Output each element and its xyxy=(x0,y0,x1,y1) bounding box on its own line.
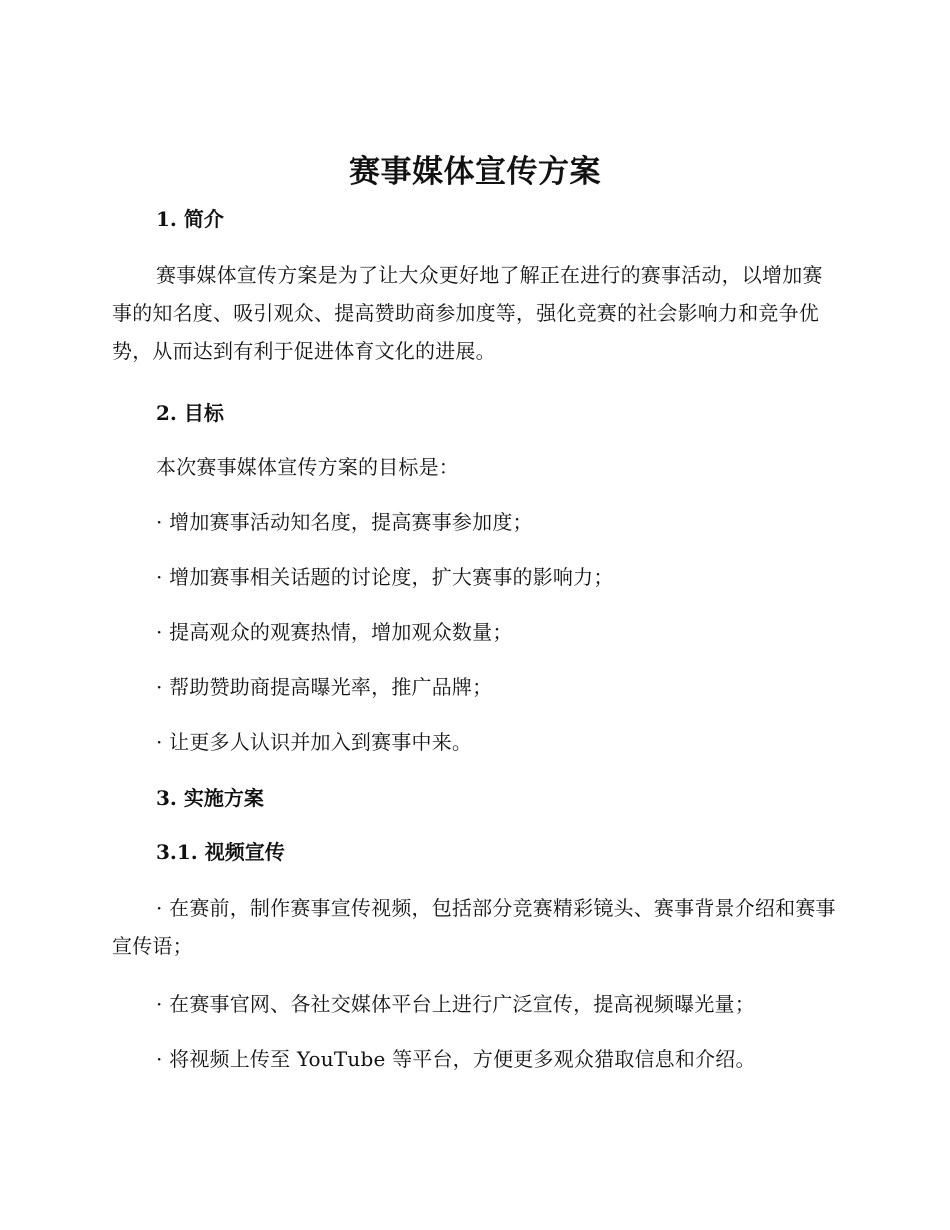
intro-paragraph: 赛事媒体宣传方案是为了让大众更好地了解正在进行的赛事活动，以增加赛事的知名度、吸引观众、提高赞助商参加度等，强化竞赛的社会影响力和竞争优势，从而达到有利于促进体育文化的进展。 xyxy=(112,263,823,363)
video-item: · 在赛事官网、各社交媒体平台上进行广泛宣传，提高视频曝光量； xyxy=(156,992,755,1016)
section-heading-intro: 1. 简介 xyxy=(156,207,224,231)
document-title: 赛事媒体宣传方案 xyxy=(349,154,601,190)
section-heading-goals: 2. 目标 xyxy=(156,401,224,425)
section-heading-implementation: 3. 实施方案 xyxy=(156,786,264,810)
goal-item: · 提高观众的观赛热情，增加观众数量； xyxy=(156,620,513,644)
goals-intro: 本次赛事媒体宣传方案的目标是： xyxy=(156,455,459,479)
goal-item: · 增加赛事相关话题的讨论度，扩大赛事的影响力； xyxy=(156,565,614,589)
video-item: · 将视频上传至 YouTube 等平台，方便更多观众猎取信息和介绍。 xyxy=(156,1047,756,1071)
subsection-heading-video: 3.1. 视频宣传 xyxy=(156,840,285,864)
video-item: · 在赛前，制作赛事宣传视频，包括部分竞赛精彩镜头、赛事背景介绍和赛事宣传语； xyxy=(112,896,836,958)
goal-item: · 帮助赞助商提高曝光率，推广品牌； xyxy=(156,675,493,699)
goal-item: · 增加赛事活动知名度，提高赛事参加度； xyxy=(156,510,533,534)
goal-item: · 让更多人认识并加入到赛事中来。 xyxy=(156,730,473,754)
